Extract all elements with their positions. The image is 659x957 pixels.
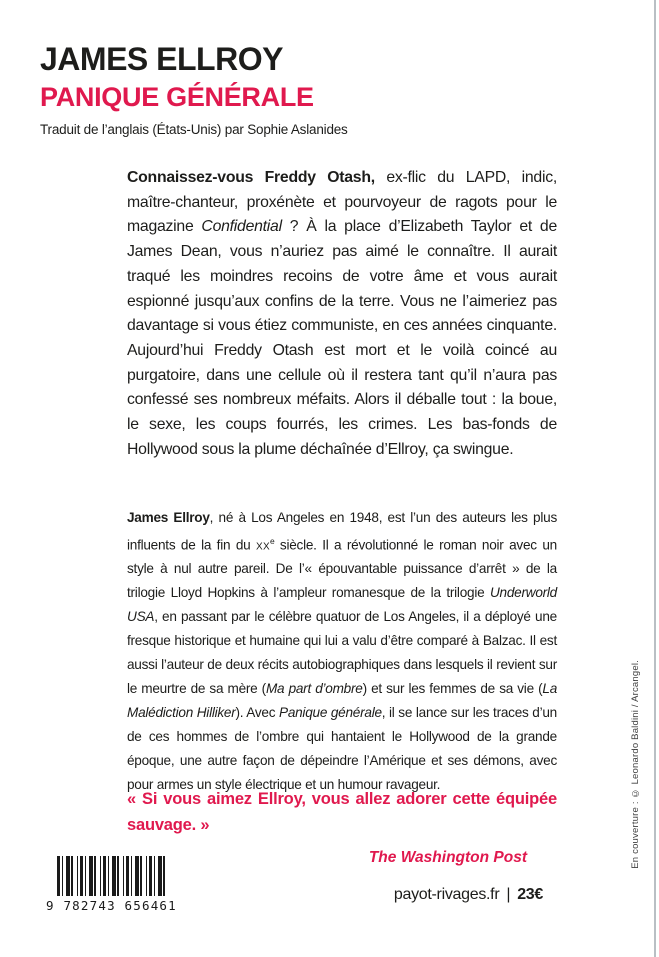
barcode-bars-image bbox=[57, 856, 165, 896]
publisher-website: payot-rivages.fr bbox=[393, 886, 500, 903]
cover-header bbox=[40, 42, 348, 137]
review-source: The Washington Post bbox=[368, 848, 527, 866]
synopsis-paragraph: Connaissez-vous Freddy Otash, ex-flic du LAPD, indic, maître-chanteur, proxénète et pourvoyeur de ragots pour le magazine Confidential ? À la place d’Elizabeth Taylor et de James Dean, vous n’auriez pas aimé le connaître. Il aurait traqué les moindres recoins de votre âme et vous aurait espionné jusqu’aux confins de la terre. Vous ne l’aimeriez pas davantage si vous étiez communiste, en ces années cinquante. Aujourd’hui Freddy Otash est mort et le voilà coincé au purgatoire, dans une cellule où il restera tant qu’il n’aura pas confessé ses nombreux méfaits. Alors il déballe tout : la boue, le sexe, les coups fourrés, les crimes. Les bas-fonds de Hollywood sous la plume déchaînée d’Ellroy, ça swingue. bbox=[127, 169, 557, 458]
publisher-price-line bbox=[394, 886, 543, 904]
separator-pipe: | bbox=[506, 886, 511, 903]
book-title: PANIQUE GÉNÉRALE bbox=[40, 82, 314, 113]
cover-photo-credit: En couverture : © Leonardo Baldini / Arcangel. bbox=[630, 660, 641, 869]
barcode bbox=[46, 856, 177, 913]
review-quote: « Si vous aimez Ellroy, vous allez adorer cette équipée sauvage. » bbox=[127, 790, 557, 834]
bio-paragraph: James Ellroy, né à Los Angeles en 1948, est l’un des auteurs les plus influents de la fin du $xx^e$ siècle. Il a révolutionné le roman noir avec un style à nul autre pareil. De l’« épouvantable puissance d’arrêt » de la trilogie Lloyd Hopkins à l’ampleur romanesque de la trilogie Underworld USA, en passant par le célèbre quatuor de Los Angeles, il a déployé une fresque historique et humaine qui lui a valu d’être comparé à Balzac. Il est aussi l’auteur de deux récits autobiographiques dans lesquels il revient sur le meurtre de sa mère (Ma part d’ombre) et sur les femmes de sa vie (La Malédiction Hilliker). Avec Panique générale, il se lance sur les traces d’un de ces hommes de l’ombre qui hantaient le Hollywood de la grande époque, une autre façon de dépeindre l’Amérique et ses démons, avec pour armes un style électrique et un humour ravageur. bbox=[127, 510, 558, 792]
page-edge-line bbox=[654, 0, 656, 957]
barcode-number: 9 782743 656461 bbox=[46, 898, 177, 913]
book-author: JAMES ELLROY bbox=[40, 41, 283, 77]
translation-credit: Traduit de l’anglais (États-Unis) par Sophie Aslanides bbox=[40, 121, 348, 137]
price: 23€ bbox=[517, 886, 543, 903]
